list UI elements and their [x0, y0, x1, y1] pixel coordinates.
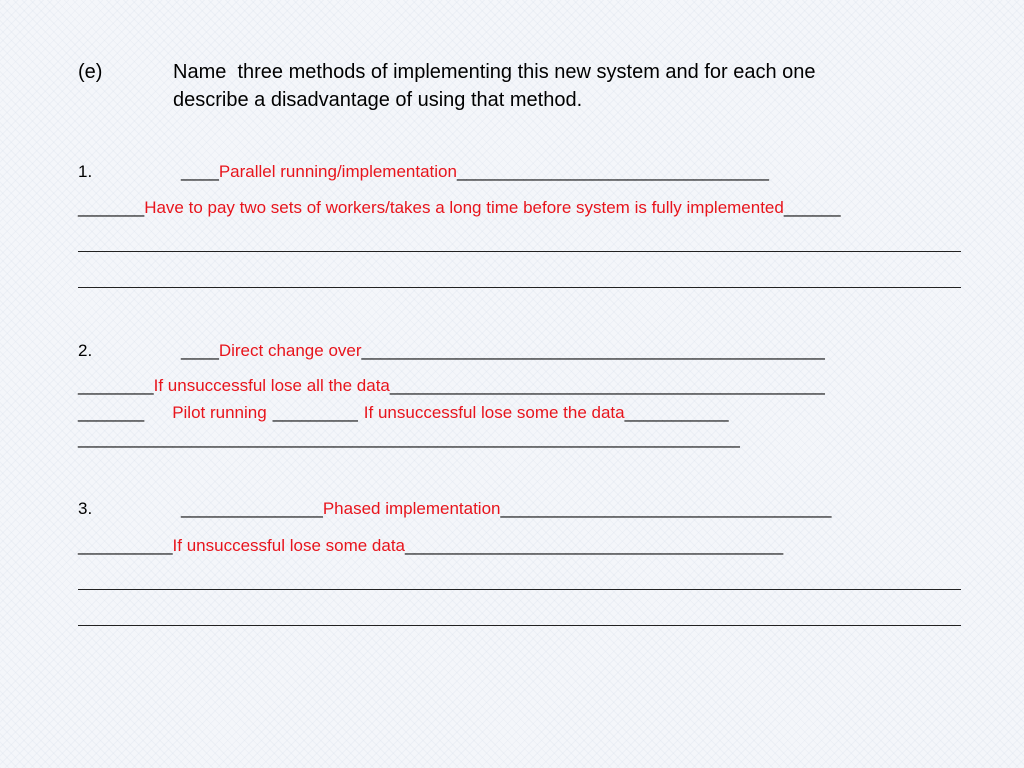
disadvantage-prefix: __________	[78, 536, 173, 555]
disadvantage-suffix: ________________________________________	[405, 536, 784, 555]
extra-prefix: _______	[78, 403, 145, 422]
answer-disadvantage-line-3	[78, 537, 783, 554]
answer-disadvantage-line-2	[78, 377, 825, 394]
blank-answer-line	[78, 625, 961, 626]
method-prefix: _______________	[181, 499, 323, 518]
disadvantage-suffix: ______________________________________________	[389, 376, 825, 395]
blank-answer-line	[78, 251, 961, 252]
disadvantage-prefix: _______	[78, 198, 145, 217]
blank-answer-line	[78, 589, 961, 590]
answer-number-1: 1.	[78, 162, 93, 181]
method-suffix: _________________________________________________	[361, 341, 825, 360]
question-label: (e)	[78, 61, 103, 83]
method-name-3: Phased implementation	[322, 499, 501, 518]
answer-extra-underline-2: ______________________________________________________________________	[78, 429, 740, 448]
answer-number-3: 3.	[78, 499, 93, 518]
answer-disadvantage-line-1	[78, 199, 841, 216]
disadvantage-suffix: ______	[783, 198, 841, 217]
question-text-line-2: describe a disadvantage of using that method.	[173, 89, 583, 111]
method-name-2: Direct change over	[218, 341, 362, 360]
method-suffix: _________________________________	[456, 162, 769, 181]
disadvantage-text-1: Have to pay two sets of workers/takes a long time before system is fully implemented	[144, 198, 784, 217]
extra-disadvantage-text: If unsuccessful lose some the data	[363, 403, 625, 422]
extra-suffix: ___________	[624, 403, 729, 422]
extra-method-name: Pilot running	[172, 403, 267, 422]
method-name-1: Parallel running/implementation	[218, 162, 457, 181]
answer-number-2: 2.	[78, 341, 93, 360]
answer-method-line-2	[181, 342, 825, 359]
disadvantage-text-3: If unsuccessful lose some data	[172, 536, 406, 555]
blank-answer-line	[78, 287, 961, 288]
answer-method-line-3	[181, 500, 831, 517]
method-prefix: ____	[181, 162, 219, 181]
answer-method-line-1	[181, 163, 769, 180]
answer-extra-line-2	[78, 404, 729, 421]
method-prefix: ____	[181, 341, 219, 360]
extra-mid: _________	[272, 403, 358, 422]
disadvantage-prefix: ________	[78, 376, 154, 395]
disadvantage-text-2: If unsuccessful lose all the data	[153, 376, 390, 395]
question-text-line-1: Name three methods of implementing this new system and for each one	[173, 61, 816, 83]
method-suffix: ___________________________________	[500, 499, 832, 518]
